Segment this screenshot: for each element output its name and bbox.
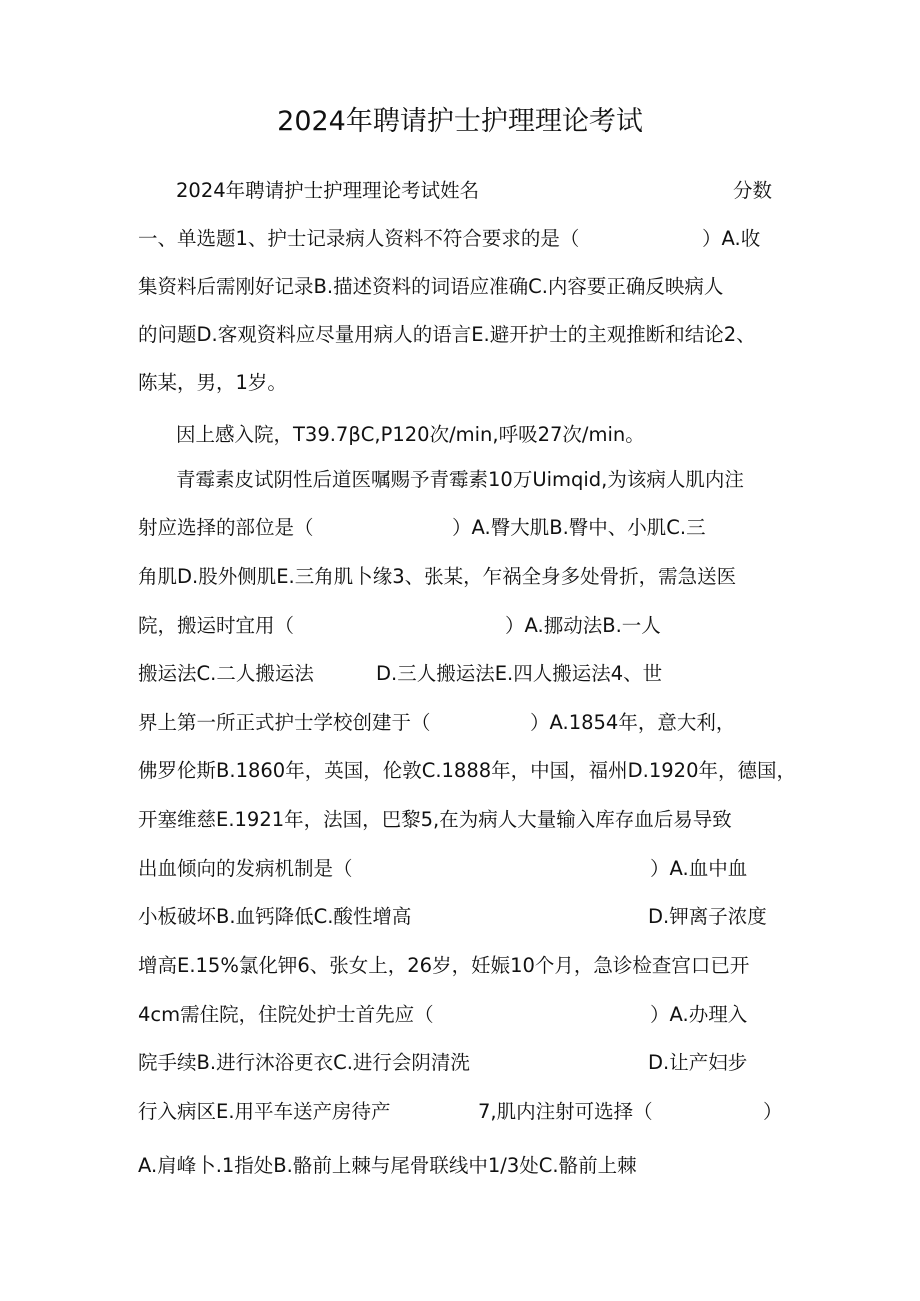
text-segment: 院手续B.进行沐浴更衣C.进行会阴清洗 [138, 1051, 470, 1074]
text-segment: ）A.血中血 [650, 857, 748, 880]
text-segment: 搬运法C.二人搬运法 [138, 662, 314, 685]
text-segment: 增高E.15%氯化钾6、张女上，26岁，妊娠10个月，急诊检查宫口已开 [138, 954, 750, 977]
page-title: 2024年聘请护士护理理论考试 [277, 106, 643, 137]
text-segment: ）A.臀大肌B.臀中、小肌C.三 [452, 516, 706, 539]
text-segment: 小板破坏B.血钙降低C.酸性增高 [138, 905, 412, 928]
text-segment: 院，搬运时宜用（ [138, 614, 295, 637]
text-segment: ）A.1854年，意大利， [530, 711, 736, 734]
score-label: 分数 [733, 179, 773, 202]
text-segment: ） [763, 1100, 783, 1123]
text-segment: A.肩峰卜.1指处B.骼前上棘与尾骨联线中1/3处C.骼前上棘 [138, 1154, 637, 1177]
text-segment: 因上感入院，T39.7βC,P120次/min,呼吸27次/min。 [176, 423, 645, 446]
text-segment: ）A.收 [702, 227, 761, 250]
text-segment: ）A.挪动法B.一人 [505, 614, 661, 637]
text-segment: 7,肌内注射可选择（ [478, 1100, 653, 1123]
text-segment: 一、单选题1、护士记录病人资料不符合要求的是（ [138, 227, 580, 250]
text-segment: 陈某，男，1岁。 [138, 371, 287, 394]
text-segment: 佛罗伦斯B.1860年，英国，伦敦C.1888年，中国，福州D.1920年，德国， [138, 759, 796, 782]
text-segment: D.三人搬运法E.四人搬运法4、世 [376, 662, 663, 685]
text-segment: 行入病区E.用平车送产房待产 [138, 1100, 391, 1123]
text-segment: 界上第一所正式护士学校创建于（ [138, 711, 431, 734]
text-segment: 集资料后需刚好记录B.描述资料的词语应准确C.内容要正确反映病人 [138, 275, 724, 298]
text-segment: D.钾离子浓度 [648, 905, 767, 928]
text-segment: 射应选择的部位是（ [138, 516, 314, 539]
exam-name-label: 2024年聘请护士护理理论考试姓名 [176, 179, 480, 202]
text-segment: ）A.办理入 [650, 1003, 748, 1026]
text-segment: 出血倾向的发病机制是（ [138, 857, 353, 880]
text-segment: 开塞维慈E.1921年，法国，巴黎5,在为病人大量输入库存血后易导致 [138, 808, 732, 831]
text-segment: D.让产妇步 [648, 1051, 748, 1074]
text-segment: 角肌D.股外侧肌E.三角肌卜缘3、张某，乍祸全身多处骨折，需急送医 [138, 565, 737, 588]
text-segment: 青霉素皮试阴性后道医嘱赐予青霉素10万Uimqid,为该病人肌内注 [176, 468, 744, 491]
text-segment: 4cm需住院，住院处护士首先应（ [138, 1003, 434, 1026]
text-segment: 的问题D.客观资料应尽量用病人的语言E.避开护士的主观推断和结论2、 [138, 323, 756, 346]
